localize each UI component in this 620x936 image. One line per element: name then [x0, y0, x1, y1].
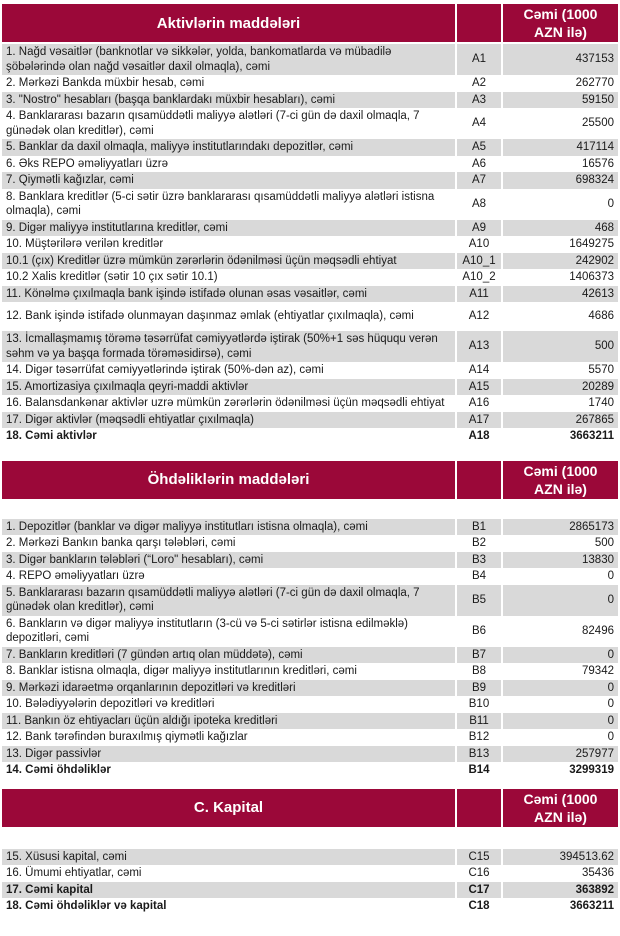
table-row — [2, 680, 618, 697]
row-value: 5570 — [503, 362, 618, 379]
liabilities-table-header — [2, 461, 618, 499]
row-label: 4. REPO əməliyyatları üzrə — [2, 568, 455, 585]
capital-table-title: C. Kapital — [2, 789, 455, 827]
table-row — [2, 898, 618, 915]
table-row — [2, 172, 618, 189]
row-code: A1 — [457, 44, 501, 75]
row-code: B14 — [457, 762, 501, 779]
row-value: 257977 — [503, 746, 618, 763]
table-row — [2, 379, 618, 396]
row-value: 500 — [503, 331, 618, 362]
row-code: A11 — [457, 286, 501, 303]
table-row — [2, 585, 618, 616]
table-row — [2, 696, 618, 713]
row-label: 1. Depozitlər (banklar və digər maliyyə institutları istisna olmaqla), cəmi — [2, 519, 455, 536]
row-code: A16 — [457, 395, 501, 412]
table-row — [2, 286, 618, 303]
row-code: B13 — [457, 746, 501, 763]
table-row — [2, 882, 618, 899]
row-code: A2 — [457, 75, 501, 92]
row-label: 15. Xüsusi kapital, cəmi — [2, 849, 455, 866]
row-label: 17. Cəmi kapital — [2, 882, 455, 899]
row-code: A18 — [457, 428, 501, 445]
row-code: B7 — [457, 647, 501, 664]
row-code: A8 — [457, 189, 501, 220]
table-row — [2, 552, 618, 569]
row-label: 7. Bankların kreditləri (7 gündən artıq olan müddətə), cəmi — [2, 647, 455, 664]
row-code: A10_2 — [457, 269, 501, 286]
row-value: 0 — [503, 729, 618, 746]
row-value: 1649275 — [503, 236, 618, 253]
row-code: A12 — [457, 302, 501, 331]
row-value: 262770 — [503, 75, 618, 92]
row-code: A3 — [457, 92, 501, 109]
table-row — [2, 395, 618, 412]
header-body-spacer — [2, 829, 618, 849]
row-label: 16. Balansdankənar aktivlər uzrə mümkün zərərlərin ödənilməsi üçün məqsədli ehtiyat — [2, 395, 455, 412]
row-code: A9 — [457, 220, 501, 237]
row-value: 267865 — [503, 412, 618, 429]
row-label: 9. Mərkəzi idarəetmə orqanlarının depozitləri və kreditləri — [2, 680, 455, 697]
row-label: 5. Banklararası bazarın qısamüddətli maliyyə alətləri (7-ci gün də daxil olmaqla, 7 günədək olan kreditlər), cəmi — [2, 585, 455, 616]
row-value: 35436 — [503, 865, 618, 882]
row-label: 11. Bankın öz ehtiyacları üçün aldığı ipoteka kreditləri — [2, 713, 455, 730]
row-label: 8. Banklara kreditlər (5-ci sətir üzrə banklararası qısamüddətli maliyyə alətləri istisna olmaqla), cəmi — [2, 189, 455, 220]
row-value: 698324 — [503, 172, 618, 189]
row-label: 10.1 (çıx) Kreditlər üzrə mümkün zərərlərin ödənilməsi üçün məqsədli ehtiyat — [2, 253, 455, 270]
row-code: B9 — [457, 680, 501, 697]
liabilities-table-title: Öhdəliklərin maddələri — [2, 461, 455, 499]
row-label: 14. Digər təsərrüfat cəmiyyətlərində iştirak (50%-dən az), cəmi — [2, 362, 455, 379]
row-code: C17 — [457, 882, 501, 899]
table-row — [2, 220, 618, 237]
row-value: 82496 — [503, 616, 618, 647]
row-value: 1406373 — [503, 269, 618, 286]
row-label: 16. Ümumi ehtiyatlar, cəmi — [2, 865, 455, 882]
row-label: 6. Bankların və digər maliyyə institutların (3-cü və 5-ci sətirlər istisna edilməklə) depozitləri, cəmi — [2, 616, 455, 647]
row-code: A15 — [457, 379, 501, 396]
row-label: 6. Əks REPO əməliyyatları üzrə — [2, 156, 455, 173]
table-row — [2, 75, 618, 92]
table-row — [2, 535, 618, 552]
table-row — [2, 616, 618, 647]
capital-table-rows — [2, 849, 618, 915]
row-label: 14. Cəmi öhdəliklər — [2, 762, 455, 779]
row-code: A7 — [457, 172, 501, 189]
table-row — [2, 663, 618, 680]
row-label: 18. Cəmi aktivlər — [2, 428, 455, 445]
table-row — [2, 92, 618, 109]
row-value: 0 — [503, 568, 618, 585]
row-value: 0 — [503, 680, 618, 697]
row-value: 0 — [503, 647, 618, 664]
row-label: 1. Nağd vəsaitlər (banknotlar və sikkələr, yolda, bankomatlarda və mübadilə şöbələrində olan nağd vəsaitlər daxil olmaqla), cəmi — [2, 44, 455, 75]
row-label: 2. Mərkəzi Bankın banka qarşı tələbləri, cəmi — [2, 535, 455, 552]
row-code: A5 — [457, 139, 501, 156]
row-code: B5 — [457, 585, 501, 616]
row-label: 17. Digər aktivlər (məqsədli ehtiyatlar çıxılmaqla) — [2, 412, 455, 429]
row-value: 468 — [503, 220, 618, 237]
row-value: 242902 — [503, 253, 618, 270]
row-code: A6 — [457, 156, 501, 173]
row-value: 500 — [503, 535, 618, 552]
assets-table-rows — [2, 44, 618, 445]
row-label: 7. Qiymətli kağızlar, cəmi — [2, 172, 455, 189]
assets-table — [2, 4, 618, 445]
table-row — [2, 713, 618, 730]
table-row — [2, 156, 618, 173]
row-label: 13. İcmallaşmamış törəmə təsərrüfat cəmiyyətlərdə iştirak (50%+1 səs hüququ verən səhm və ya başqa formada törəməsidirsə), cəmi — [2, 331, 455, 362]
row-value: 3299319 — [503, 762, 618, 779]
row-value: 437153 — [503, 44, 618, 75]
row-label: 2. Mərkəzi Bankda müxbir hesab, cəmi — [2, 75, 455, 92]
row-code: B8 — [457, 663, 501, 680]
table-row — [2, 362, 618, 379]
row-code: C16 — [457, 865, 501, 882]
row-label: 5. Banklar da daxil olmaqla, maliyyə institutlarındakı depozitlər, cəmi — [2, 139, 455, 156]
table-row — [2, 108, 618, 139]
row-code: A10 — [457, 236, 501, 253]
code-column-header — [457, 4, 501, 42]
row-value: 42613 — [503, 286, 618, 303]
row-value: 3663211 — [503, 428, 618, 445]
row-value: 79342 — [503, 663, 618, 680]
header-body-spacer — [2, 501, 618, 519]
row-label: 10. Müştərilərə verilən kreditlər — [2, 236, 455, 253]
code-column-header — [457, 789, 501, 827]
row-label: 10.2 Xalis kreditlər (sətir 10 çıx sətir 10.1) — [2, 269, 455, 286]
row-value: 363892 — [503, 882, 618, 899]
row-label: 12. Bank tərəfindən buraxılmış qiymətli kağızlar — [2, 729, 455, 746]
liabilities-table — [2, 461, 618, 779]
row-value: 0 — [503, 713, 618, 730]
table-row — [2, 729, 618, 746]
row-code: B2 — [457, 535, 501, 552]
row-code: B11 — [457, 713, 501, 730]
row-value: 394513.62 — [503, 849, 618, 866]
row-label: 11. Könəlmə çıxılmaqla bank işində istifadə olunan əsas vəsaitlər, cəmi — [2, 286, 455, 303]
row-label: 3. Digər bankların tələbləri (“Loro" hesabları), cəmi — [2, 552, 455, 569]
row-value: 20289 — [503, 379, 618, 396]
table-row — [2, 428, 618, 445]
table-row — [2, 302, 618, 331]
liabilities-table-rows — [2, 519, 618, 779]
row-value: 59150 — [503, 92, 618, 109]
row-code: B4 — [457, 568, 501, 585]
table-row — [2, 139, 618, 156]
table-row — [2, 236, 618, 253]
row-value: 25500 — [503, 108, 618, 139]
row-label: 15. Amortizasiya çıxılmaqla qeyri-maddi aktivlər — [2, 379, 455, 396]
row-value: 0 — [503, 585, 618, 616]
row-value: 417114 — [503, 139, 618, 156]
row-code: A17 — [457, 412, 501, 429]
row-code: A13 — [457, 331, 501, 362]
row-label: 10. Bələdiyyələrin depozitləri və kreditləri — [2, 696, 455, 713]
value-column-header: Cəmi (1000 AZN ilə) — [503, 461, 618, 499]
table-row — [2, 412, 618, 429]
table-row — [2, 269, 618, 286]
assets-table-header — [2, 4, 618, 42]
row-code: A10_1 — [457, 253, 501, 270]
row-code: C18 — [457, 898, 501, 915]
row-label: 3. "Nostro" hesabları (başqa banklardakı müxbir hesabları), cəmi — [2, 92, 455, 109]
row-value: 16576 — [503, 156, 618, 173]
row-code: B12 — [457, 729, 501, 746]
row-code: A4 — [457, 108, 501, 139]
table-row — [2, 746, 618, 763]
capital-table-header — [2, 789, 618, 827]
row-value: 0 — [503, 189, 618, 220]
table-row — [2, 865, 618, 882]
row-value: 2865173 — [503, 519, 618, 536]
row-label: 9. Digər maliyyə institutlarına kreditlər, cəmi — [2, 220, 455, 237]
table-row — [2, 44, 618, 75]
row-label: 8. Banklar istisna olmaqla, digər maliyyə institutlarının kreditləri, cəmi — [2, 663, 455, 680]
table-row — [2, 568, 618, 585]
table-row — [2, 253, 618, 270]
table-row — [2, 849, 618, 866]
row-label: 4. Banklararası bazarın qısamüddətli maliyyə alətləri (7-ci gün də daxil olmaqla, 7 günədək olan kreditlər), cəmi — [2, 108, 455, 139]
row-value: 0 — [503, 696, 618, 713]
row-label: 18. Cəmi öhdəliklər və kapital — [2, 898, 455, 915]
code-column-header — [457, 461, 501, 499]
row-value: 13830 — [503, 552, 618, 569]
row-value: 4686 — [503, 302, 618, 331]
table-row — [2, 189, 618, 220]
row-code: A14 — [457, 362, 501, 379]
row-value: 1740 — [503, 395, 618, 412]
row-code: B10 — [457, 696, 501, 713]
row-label: 13. Digər passivlər — [2, 746, 455, 763]
value-column-header: Cəmi (1000 AZN ilə) — [503, 4, 618, 42]
table-row — [2, 519, 618, 536]
value-column-header: Cəmi (1000 AZN ilə) — [503, 789, 618, 827]
row-code: B1 — [457, 519, 501, 536]
row-code: C15 — [457, 849, 501, 866]
row-value: 3663211 — [503, 898, 618, 915]
assets-table-title: Aktivlərin maddələri — [2, 4, 455, 42]
table-row — [2, 762, 618, 779]
row-code: B3 — [457, 552, 501, 569]
row-code: B6 — [457, 616, 501, 647]
table-row — [2, 647, 618, 664]
row-label: 12. Bank işində istifadə olunmayan daşınmaz əmlak (ehtiyatlar çıxılmaqla), cəmi — [2, 302, 455, 331]
table-row — [2, 331, 618, 362]
capital-table — [2, 789, 618, 915]
